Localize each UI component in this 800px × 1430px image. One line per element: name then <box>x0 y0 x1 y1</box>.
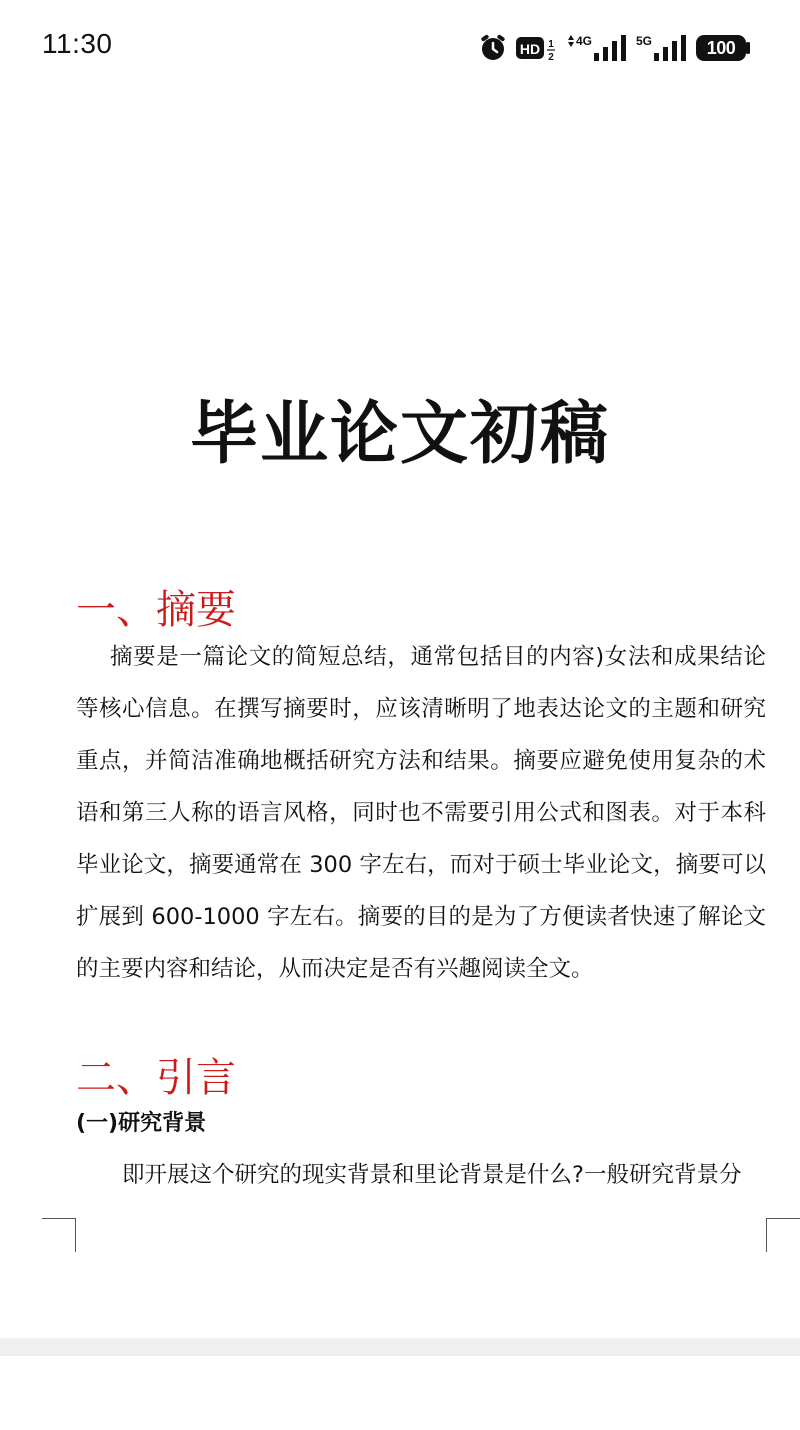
battery-level: 100 <box>706 37 736 58</box>
hd-badge-text: HD <box>519 41 541 57</box>
section-heading-abstract: 一、摘要 <box>76 587 236 633</box>
document-title: 毕业论文初稿 <box>189 395 610 474</box>
alarm-clock-icon <box>478 33 508 63</box>
document-page[interactable] <box>0 96 800 1338</box>
network-label-5g: 5G <box>635 34 652 48</box>
abstract-paragraph: 摘要是一篇论文的简短总结，通常包括目的内容)女法和成果结论等核心信息。在撰写摘要时，应该清晰明了地表达论文的主题和研究重点，并简洁准确地概括研究方法和结果。摘要应避免使用复杂的术语和第三人称的语言风格，同时也不需要引用公式和图表。对于本科毕业论文，摘要通常在 300 字左右，而对于硕士毕业论文，摘要可以扩展到 600-1000 字左右。摘要的目的是为了方便读者快速了解论文的主要内容和结论，从而决定是否有兴趣阅读全文。 <box>76 644 766 982</box>
signal-4g-icon <box>566 33 628 63</box>
page-separator <box>0 1338 800 1356</box>
subheading-research-background: (一)研究背景 <box>76 1111 207 1136</box>
introduction-paragraph: 即开展这个研究的现实背景和里论背景是什么?一般研究背景分 <box>122 1162 742 1188</box>
page-corner-mark-left <box>42 1218 76 1252</box>
next-document-page[interactable] <box>0 1356 800 1430</box>
status-bar <box>0 0 800 96</box>
network-label-4g: 4G <box>575 34 592 48</box>
svg-text:1: 1 <box>548 39 554 50</box>
battery-icon <box>696 35 750 61</box>
page-corner-mark-right <box>766 1218 800 1252</box>
status-icons <box>478 28 750 68</box>
signal-5g-icon <box>636 33 688 63</box>
status-time: 11:30 <box>42 28 113 59</box>
hd-voice-icon <box>516 33 558 63</box>
svg-text:2: 2 <box>548 52 554 63</box>
section-heading-introduction: 二、引言 <box>76 1055 236 1101</box>
